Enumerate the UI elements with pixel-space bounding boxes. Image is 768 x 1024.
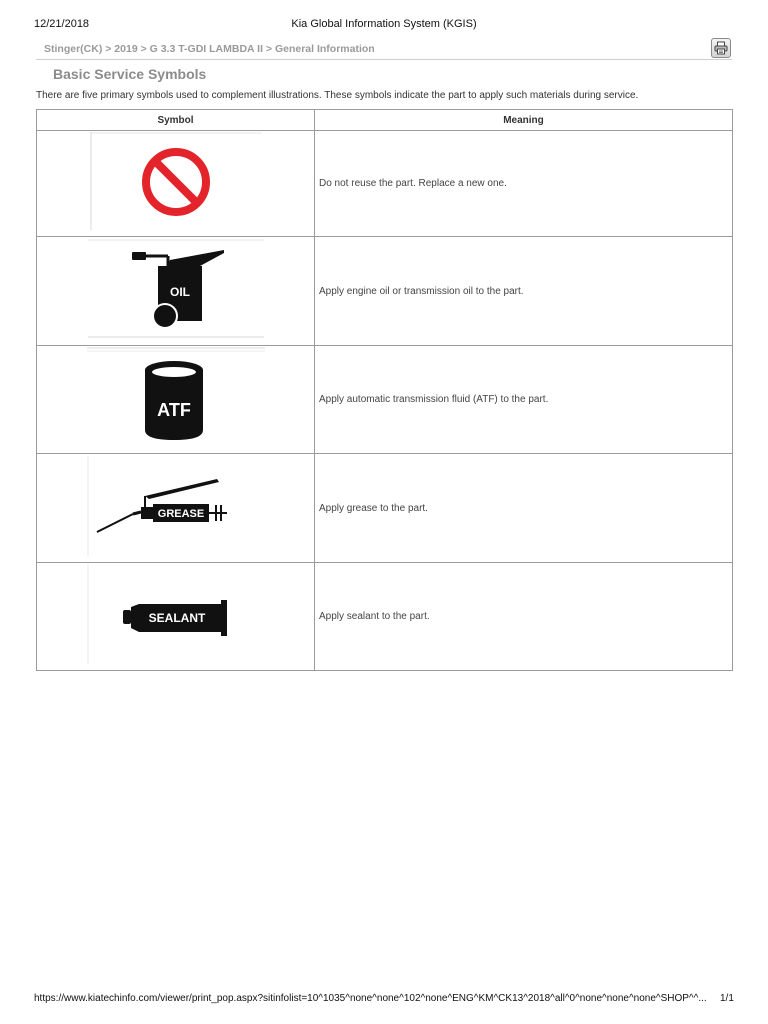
sealant-label: SEALANT [148,611,205,625]
breadcrumb[interactable]: Stinger(CK) > 2019 > G 3.3 T-GDI LAMBDA II > General Information [44,43,375,55]
symbols-table [36,109,733,671]
intro-text: There are five primary symbols used to complement illustrations. These symbols indicate the part to apply such materials during service. [36,90,639,101]
sealant-tube-icon [87,564,265,664]
oil-can-icon [88,238,264,340]
meaning-cell: Apply grease to the part. [315,454,733,563]
print-button[interactable] [711,38,731,58]
print-header-title: Kia Global Information System (KGIS) [291,18,477,30]
meaning-cell: Apply sealant to the part. [315,563,733,671]
symbol-cell [37,563,315,671]
symbol-cell [37,237,315,346]
table-row [37,131,733,237]
symbol-column-header: Symbol [37,110,315,131]
grease-gun-icon [87,456,265,556]
symbol-cell [37,346,315,454]
table-row [37,454,733,563]
meaning-cell: Apply engine oil or transmission oil to the part. [315,237,733,346]
table-row [37,346,733,454]
meaning-cell: Apply automatic transmission fluid (ATF) to the part. [315,346,733,454]
grease-label: GREASE [157,507,204,520]
footer-url: https://www.kiatechinfo.com/viewer/print_pop.aspx?sitinfolist=10^1035^none^none^102^none^ENG^KM^CK13^2018^all^0^none^none^none^SHOP^^... [34,993,707,1004]
meaning-cell: Do not reuse the part. Replace a new one. [315,131,733,237]
print-date: 12/21/2018 [34,18,90,30]
oil-label: OIL [169,284,190,299]
atf-label: ATF [156,400,191,420]
symbol-cell [37,454,315,563]
no-reuse-icon [90,132,262,230]
table-header-row [37,110,733,131]
symbol-cell [37,131,315,237]
table-row [37,563,733,671]
table-row [37,237,733,346]
meaning-column-header: Meaning [315,110,733,131]
section-title: Basic Service Symbols [53,66,207,82]
printer-icon [714,41,728,55]
atf-drum-icon [87,346,265,448]
page-number: 1/1 [720,993,734,1004]
header-divider [36,59,732,60]
